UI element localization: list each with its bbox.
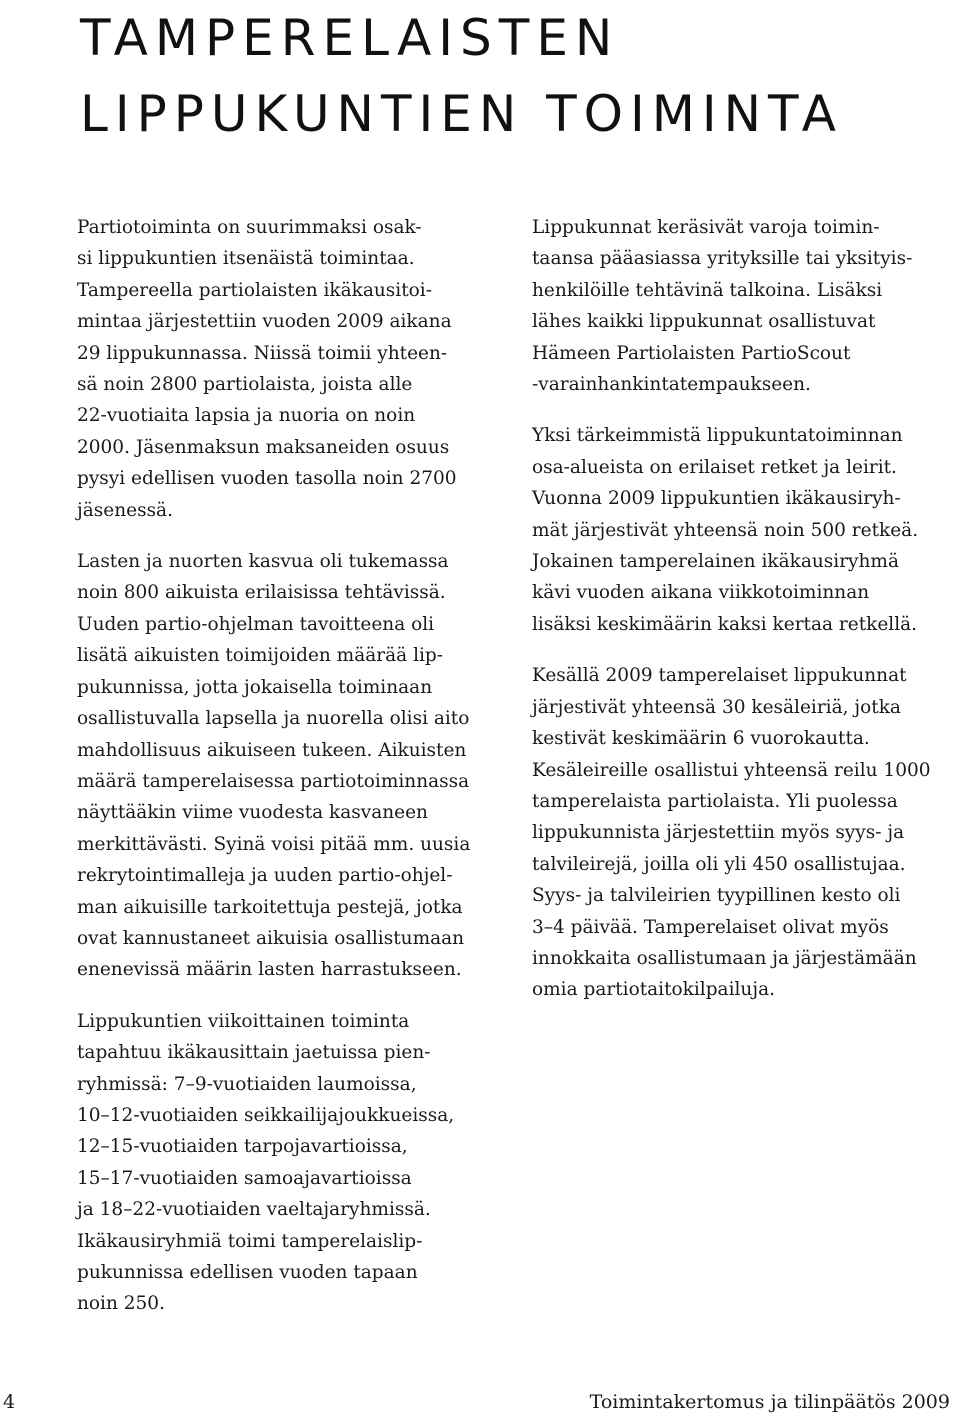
text-line: noin 800 aikuista erilaisissa tehtävissä. (77, 582, 446, 604)
text-line: 3–4 päivää. Tamperelaiset olivat myös (532, 916, 889, 938)
text-line: Yksi tärkeimmistä lippukuntatoiminnan (532, 425, 903, 447)
paragraph (532, 660, 960, 1005)
left-text-column (77, 212, 507, 1340)
text-line: jäsenessä. (77, 499, 173, 521)
text-line: si lippukuntien itsenäistä toimintaa. (77, 248, 415, 270)
text-line: tamperelaista partiolaista. Yli puolessa (532, 790, 898, 812)
text-line: ryhmissä: 7–9-vuotiaiden laumoissa, (77, 1073, 417, 1095)
text-line: näyttääkin viime vuodesta kasvaneen (77, 802, 428, 824)
page-number: 4 (3, 1391, 16, 1413)
text-line: Vuonna 2009 lippukuntien ikäkausiryh- (532, 488, 901, 510)
text-line: kävi vuoden aikana viikkotoiminnan (532, 582, 870, 604)
text-line: Kesäleireille osallistui yhteensä reilu 1000 (532, 759, 931, 781)
text-line: määrä tamperelaisessa partiotoiminnassa (77, 770, 470, 792)
text-line: pukunnissa, jotta jokaisella toiminaan (77, 676, 433, 698)
text-line: Lasten ja nuorten kasvua oli tukemassa (77, 551, 449, 573)
text-line: Hämeen Partiolaisten PartioScout (532, 342, 851, 364)
text-line: -varainhankintatempaukseen. (532, 374, 811, 396)
text-line: Uuden partio-ohjelman tavoitteena oli (77, 613, 435, 635)
text-line: Kesällä 2009 tamperelaiset lippukunnat (532, 665, 907, 687)
text-line: lähes kaikki lippukunnat osallistuvat (532, 311, 876, 333)
text-line: mät järjestivät yhteensä noin 500 retkeä. (532, 519, 919, 541)
text-line: noin 250. (77, 1293, 165, 1315)
text-line: mahdollisuus aikuiseen tukeen. Aikuisten (77, 739, 467, 761)
text-line: Syys- ja talvileirien tyypillinen kesto oli (532, 885, 901, 907)
right-text-column (532, 212, 960, 1026)
text-line: 22-vuotiaita lapsia ja nuoria on noin (77, 405, 416, 427)
text-line: Lippukuntien viikoittainen toiminta (77, 1010, 410, 1032)
text-line: kestivät keskimäärin 6 vuorokautta. (532, 728, 870, 750)
text-line: omia partiotaitokilpailuja. (532, 979, 775, 1001)
text-line: järjestivät yhteensä 30 kesäleiriä, jotka (532, 696, 901, 718)
paragraph (532, 420, 960, 640)
text-line: rekrytointimalleja ja uuden partio-ohjel- (77, 865, 453, 887)
text-line: osa-alueista on erilaiset retket ja leirit. (532, 456, 897, 478)
text-line: 2000. Jäsenmaksun maksaneiden osuus (77, 436, 450, 458)
page-title-line-2: LIPPUKUNTIEN TOIMINTA (80, 85, 843, 143)
text-line: osallistuvalla lapsella ja nuorella olisi aito (77, 708, 470, 730)
text-line: tapahtuu ikäkausittain jaetuissa pien- (77, 1042, 431, 1064)
text-line: innokkaita osallistumaan ja järjestämään (532, 947, 917, 969)
page-title-line-1: TAMPERELAISTEN (80, 9, 620, 67)
text-line: ja 18–22-vuotiaiden vaeltajaryhmissä. (77, 1199, 431, 1221)
paragraph (77, 1006, 507, 1320)
text-line: lisäksi keskimäärin kaksi kertaa retkellä. (532, 613, 918, 635)
text-line: Tampereella partiolaisten ikäkausitoi- (77, 279, 432, 301)
text-line: Partiotoiminta on suurimmaksi osak- (77, 217, 422, 238)
text-line: Lippukunnat keräsivät varoja toimin- (532, 217, 880, 238)
text-line: 15–17-vuotiaiden samoajavartioissa (77, 1167, 412, 1189)
text-line: enenevissä määrin lasten harrastukseen. (77, 959, 462, 981)
text-line: merkittävästi. Syinä voisi pitää mm. uusia (77, 833, 471, 855)
text-line: 10–12-vuotiaiden seikkailijajoukkueissa, (77, 1104, 455, 1126)
text-line: Jokainen tamperelainen ikäkausiryhmä (532, 551, 899, 573)
text-line: talvileirejä, joilla oli yli 450 osallistujaa. (532, 853, 906, 875)
text-line: pysyi edellisen vuoden tasolla noin 2700 (77, 468, 457, 490)
paragraph (77, 212, 507, 526)
text-line: man aikuisille tarkoitettuja pestejä, jotka (77, 896, 463, 918)
paragraph (532, 212, 960, 400)
text-line: 29 lippukunnassa. Niissä toimii yhteen- (77, 342, 448, 364)
publication-title: Toimintakertomus ja tilinpäätös 2009 (589, 1391, 950, 1413)
text-line: lippukunnista järjestettiin myös syys- ja (532, 822, 905, 844)
paragraph (77, 546, 507, 986)
text-line: ovat kannustaneet aikuisia osallistumaan (77, 927, 465, 949)
page-title (80, 0, 843, 152)
text-line: sä noin 2800 partiolaista, joista alle (77, 374, 413, 396)
text-line: pukunnissa edellisen vuoden tapaan (77, 1262, 418, 1283)
text-line: 12–15-vuotiaiden tarpojavartioissa, (77, 1136, 408, 1158)
text-line: henkilöille tehtävinä talkoina. Lisäksi (532, 279, 883, 301)
text-line: Ikäkausiryhmiä toimi tamperelaislip- (77, 1230, 423, 1252)
text-line: taansa pääasiassa yrityksille tai yksityis- (532, 248, 913, 270)
text-line: mintaa järjestettiin vuoden 2009 aikana (77, 311, 452, 333)
text-line: lisätä aikuisten toimijoiden määrää lip- (77, 645, 443, 667)
